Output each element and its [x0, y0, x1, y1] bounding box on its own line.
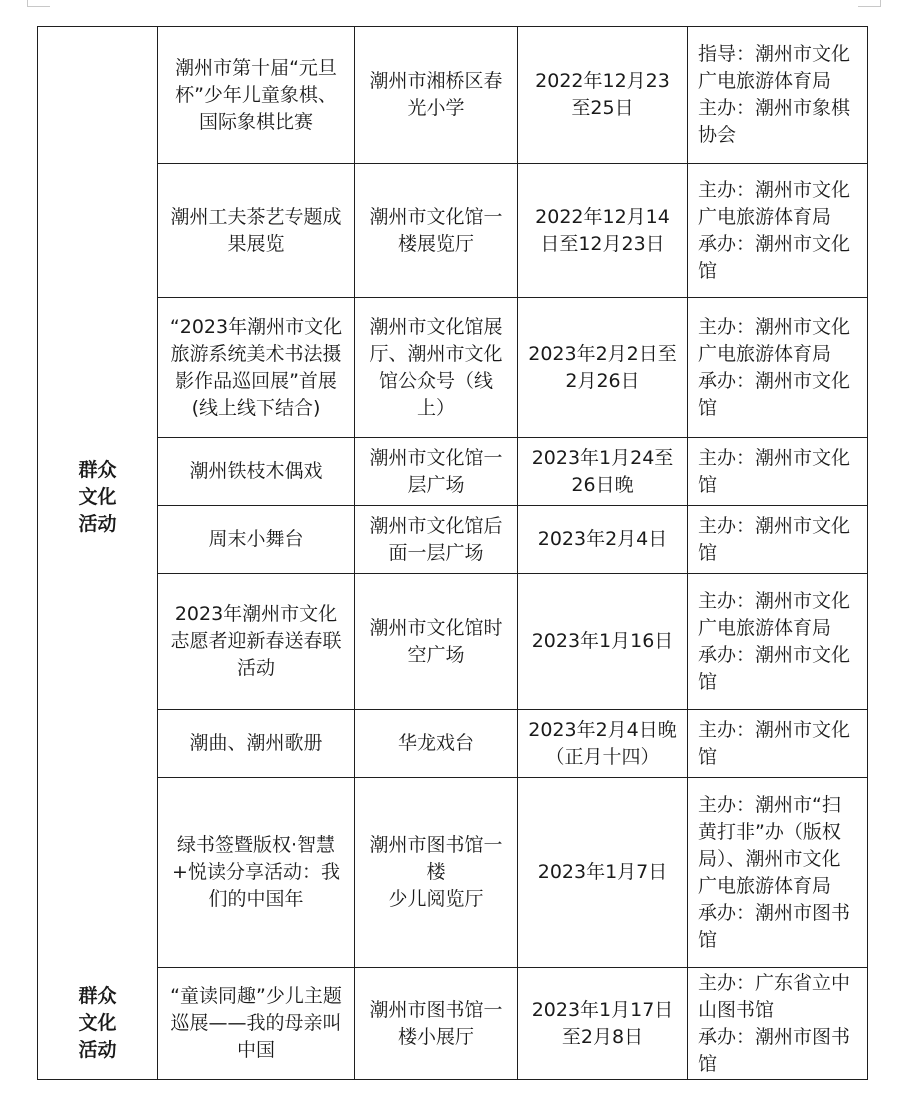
table-row	[38, 298, 868, 438]
organizer-cell: 主办：潮州市文化广电旅游体育局 承办：潮州市文化馆	[688, 164, 868, 298]
venue-cell: 潮州市图书馆一楼小展厅	[355, 968, 518, 1080]
date-cell: 2023年1月24至26日晚	[518, 438, 688, 506]
table-row	[38, 438, 868, 506]
table-row	[38, 574, 868, 710]
table-row	[38, 710, 868, 778]
organizer-cell: 主办：潮州市文化馆	[688, 438, 868, 506]
date-cell: 2023年2月4日晚（正月十四）	[518, 710, 688, 778]
activity-name-cell: 潮曲、潮州歌册	[158, 710, 355, 778]
table-row	[38, 164, 868, 298]
date-cell: 2023年2月4日	[518, 506, 688, 574]
category-cell	[38, 27, 158, 968]
category-label: 群众文化活动	[78, 984, 117, 1061]
organizer-cell: 主办：潮州市文化广电旅游体育局 承办：潮州市文化馆	[688, 298, 868, 438]
activity-name-cell: “童读同趣”少儿主题巡展——我的母亲叫中国	[158, 968, 355, 1080]
table-row	[38, 27, 868, 164]
activity-name-cell: 绿书签暨版权·智慧+悦读分享活动：我们的中国年	[158, 778, 355, 968]
venue-cell: 潮州市文化馆时空广场	[355, 574, 518, 710]
activity-name-cell: “2023年潮州市文化旅游系统美术书法摄影作品巡回展”首展(线上线下结合)	[158, 298, 355, 438]
page-corner-mark-left	[27, 0, 50, 7]
organizer-cell: 主办：潮州市文化广电旅游体育局 承办：潮州市文化馆	[688, 574, 868, 710]
organizer-cell: 主办：潮州市“扫黄打非”办（版权局）、潮州市文化广电旅游体育局 承办：潮州市图书馆	[688, 778, 868, 968]
activity-name-cell: 潮州市第十届“元旦杯”少年儿童象棋、国际象棋比赛	[158, 27, 355, 164]
activity-schedule-table	[37, 26, 868, 1080]
category-label: 群众文化活动	[78, 458, 117, 535]
organizer-cell: 主办：广东省立中山图书馆 承办：潮州市图书馆	[688, 968, 868, 1080]
venue-cell: 潮州市文化馆一楼展览厅	[355, 164, 518, 298]
activity-name-cell: 潮州铁枝木偶戏	[158, 438, 355, 506]
date-cell: 2022年12月14日至12月23日	[518, 164, 688, 298]
activity-name-cell: 周末小舞台	[158, 506, 355, 574]
venue-cell: 潮州市文化馆后面一层广场	[355, 506, 518, 574]
table-row	[38, 968, 868, 1080]
activity-name-cell: 2023年潮州市文化志愿者迎新春送春联活动	[158, 574, 355, 710]
venue-cell: 华龙戏台	[355, 710, 518, 778]
venue-cell: 潮州市文化馆一层广场	[355, 438, 518, 506]
organizer-cell: 主办：潮州市文化馆	[688, 506, 868, 574]
table-row	[38, 778, 868, 968]
category-cell	[38, 968, 158, 1080]
venue-cell: 潮州市图书馆一楼 少儿阅览厅	[355, 778, 518, 968]
date-cell: 2023年1月17日至2月8日	[518, 968, 688, 1080]
venue-cell: 潮州市湘桥区春光小学	[355, 27, 518, 164]
activity-name-cell: 潮州工夫茶艺专题成果展览	[158, 164, 355, 298]
organizer-cell: 指导：潮州市文化广电旅游体育局 主办：潮州市象棋协会	[688, 27, 868, 164]
venue-cell: 潮州市文化馆展厅、潮州市文化馆公众号（线上）	[355, 298, 518, 438]
page-corner-mark-right	[858, 0, 881, 7]
table-row	[38, 506, 868, 574]
date-cell: 2023年1月16日	[518, 574, 688, 710]
date-cell: 2023年1月7日	[518, 778, 688, 968]
date-cell: 2023年2月2日至2月26日	[518, 298, 688, 438]
organizer-cell: 主办：潮州市文化馆	[688, 710, 868, 778]
date-cell: 2022年12月23至25日	[518, 27, 688, 164]
